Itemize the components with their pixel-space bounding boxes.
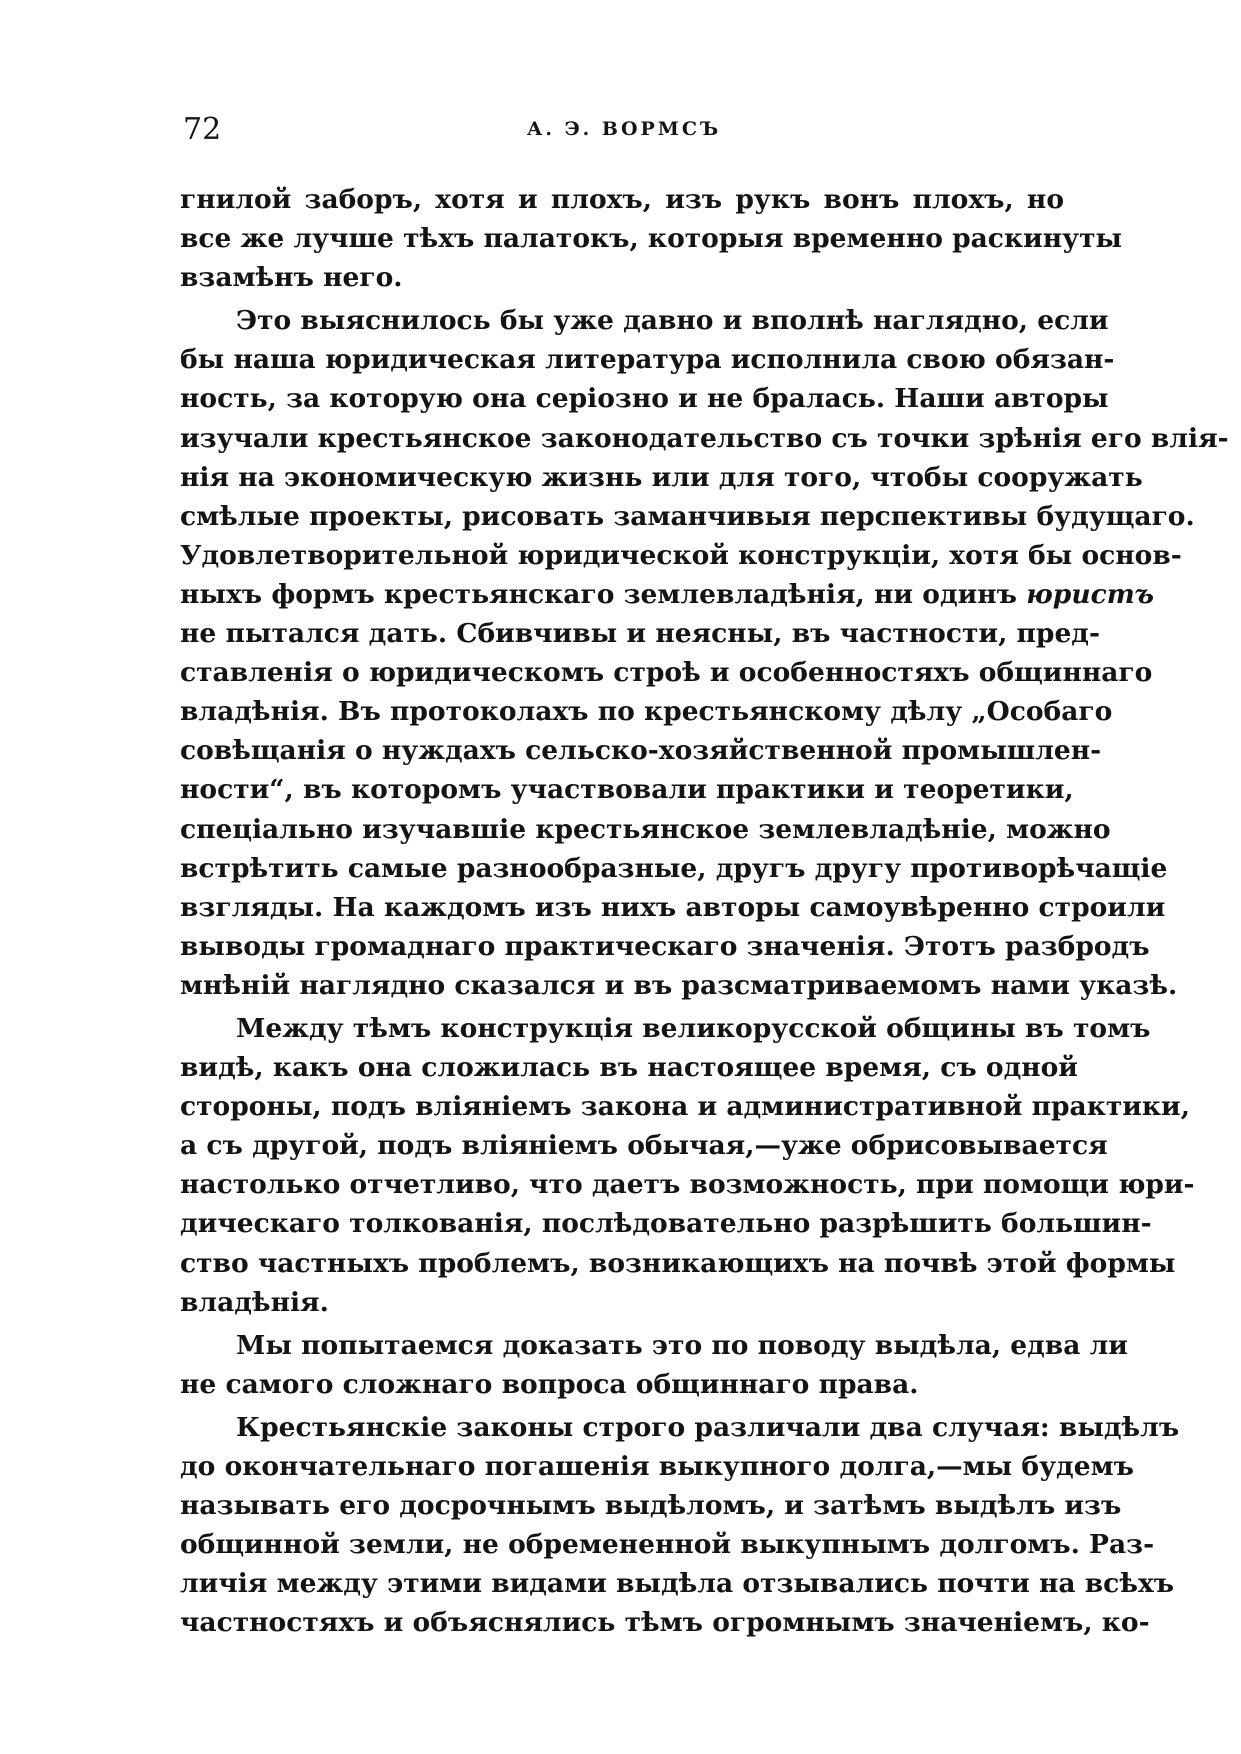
paragraph [180, 1009, 1195, 1322]
body-text [180, 180, 1229, 1646]
text-line: ство частныхъ проблемъ, возникающихъ на почвѣ этой формы [180, 1247, 1176, 1279]
running-head: А. Э. ВОРМСЪ [526, 118, 722, 140]
text-line: владѣнія. Въ протоколахъ по крестьянскому дѣлу „Особаго [180, 696, 1113, 728]
text-line: не пытался дать. Сбивчивы и неясны, въ частности, пред- [180, 618, 1100, 650]
paragraph [180, 180, 1123, 297]
text-line: гнилой заборъ, хотя и плохъ, изъ рукъ вонъ плохъ, но [180, 184, 1064, 215]
text-line: не самого сложнаго вопроса общиннаго права. [180, 1368, 919, 1400]
text-line: Крестьянскіе законы строго различали два случая: выдѣлъ [236, 1411, 1180, 1443]
text-line: называть его досрочнымъ выдѣломъ, и затѣмъ выдѣлъ изъ [180, 1490, 1122, 1522]
text-line: ности“, въ которомъ участвовали практики и теоретики, [180, 774, 1074, 806]
text-line: нія на экономическую жизнь или для того, чтобы сооружать [180, 461, 1143, 493]
text-line: изучали крестьянское законодательство съ точки зрѣнія его влія- [180, 422, 1229, 454]
text-line: смѣлые проекты, рисовать заманчивыя перспективы будущаго. [180, 500, 1195, 532]
text-line: а съ другой, подъ вліяніемъ обычая,—уже обрисовывается [180, 1130, 1108, 1162]
italic-word: юристъ [1026, 578, 1155, 610]
text-line: дическаго толкованія, послѣдовательно разрѣшить большин- [180, 1208, 1152, 1240]
text-line: взгляды. На каждомъ изъ нихъ авторы самоувѣренно строили [180, 891, 1166, 923]
text-line: настолько отчетливо, что даетъ возможность, при помощи юри- [180, 1169, 1195, 1201]
text-line: до окончательнаго погашенія выкупного долга,—мы будемъ [180, 1451, 1134, 1482]
text-line: Мы попытаемся доказать это по поводу выдѣла, едва ли [236, 1329, 1128, 1361]
text-line: Это выяснилось бы уже давно и вполнѣ наглядно, если [236, 305, 1109, 337]
text-line-part: ныхъ формъ крестьянскаго землевладѣнія, ни одинъ [180, 578, 1018, 610]
text-line: Между тѣмъ конструкція великорусской общины въ томъ [236, 1012, 1151, 1044]
text-line: выводы громаднаго практическаго значенія. Этотъ разбродъ [180, 930, 1150, 962]
text-line: совѣщанія о нуждахъ сельско-хозяйственной промышлен- [180, 735, 1102, 767]
text-line: спеціально изучавшіе крестьянское землевладѣніе, можно [180, 813, 1111, 845]
paragraph [180, 301, 1229, 1005]
text-line: ность, за которую она серіозно и не бралась. Наши авторы [180, 383, 1109, 415]
text-line: стороны, подъ вліяніемъ закона и административной практики, [180, 1091, 1190, 1123]
text-line: Удовлетворительной юридической конструкціи, хотя бы основ- [180, 539, 1182, 571]
text-line: ставленія о юридическомъ строѣ и особенностяхъ общиннаго [180, 657, 1153, 689]
text-line: владѣнія. [180, 1286, 329, 1318]
paragraph [180, 1326, 1128, 1404]
text-line: мнѣній наглядно сказался и въ разсматриваемомъ нами указѣ. [180, 969, 1178, 1001]
text-line: частностяхъ и объяснялись тѣмъ огромнымъ значеніемъ, ко- [180, 1607, 1150, 1639]
text-line: взамѣнъ него. [180, 262, 403, 294]
paragraph [180, 1408, 1180, 1643]
text-line: общинной земли, не обремененной выкупнымъ долгомъ. Раз- [180, 1529, 1155, 1561]
text-line: все же лучше тѣхъ палатокъ, которыя временно раскинуты [180, 223, 1123, 255]
text-line: бы наша юридическая литература исполнила свою обязан- [180, 344, 1115, 376]
page-number: 72 [183, 112, 222, 147]
text-line: видѣ, какъ она сложилась въ настоящее время, съ одной [180, 1052, 1078, 1084]
text-line: личія между этими видами выдѣла отзывались почти на всѣхъ [180, 1568, 1175, 1600]
page-header [183, 112, 1065, 152]
text-line [180, 575, 1155, 614]
text-line: встрѣтить самые разнообразные, другъ другу противорѣчащіе [180, 852, 1168, 884]
